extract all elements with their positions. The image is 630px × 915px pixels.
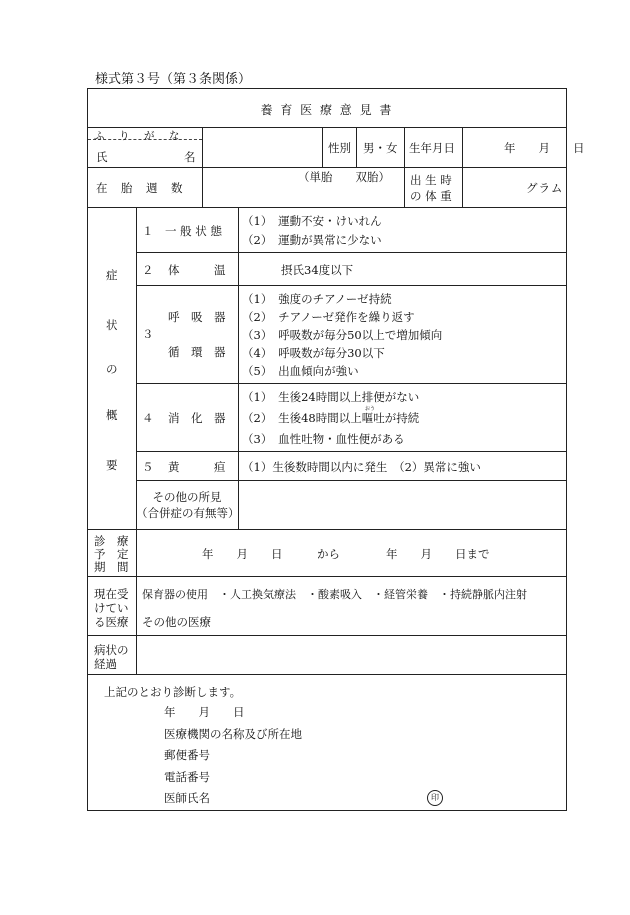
birth-type: （単胎 双胎）	[298, 170, 390, 184]
respiratory-item-4: （4） 呼吸数が毎分30以下	[242, 346, 385, 360]
current-treatment-label-2: けてい	[94, 601, 129, 615]
progress-label-1: 病状の	[94, 643, 129, 657]
doctor-label: 医師氏名	[164, 791, 210, 805]
date-line: 年 月 日	[164, 705, 245, 719]
vomit-ruby: おう	[365, 406, 376, 412]
name-label-1: 氏	[96, 150, 108, 164]
temperature-label: 体 温	[168, 263, 226, 277]
current-treatment-label-1: 現在受	[94, 587, 129, 601]
progress-label-2: 経過	[94, 657, 117, 671]
treatment-period-label-1: 診 療	[94, 534, 129, 548]
treatment-period-label-2: 予 定	[94, 547, 129, 561]
sex-options: 男・女	[363, 141, 398, 155]
current-treatment-other: その他の医療	[142, 615, 211, 629]
symptoms-label-2: の	[106, 362, 118, 376]
digestive-item-1: （1） 生後24時間以上排便がない	[242, 390, 420, 404]
phone-label: 電話番号	[164, 770, 210, 784]
seal-mark: 印	[427, 790, 443, 806]
birthdate-format: 年 月 日	[504, 141, 585, 155]
furigana-label: ふ り が な	[94, 130, 182, 142]
jaundice-num: ５	[142, 460, 154, 474]
treatment-period-label-3: 期 間	[94, 560, 129, 574]
diagnosis-statement: 上記のとおり診断します。	[104, 685, 242, 699]
temperature-num: ２	[142, 263, 154, 277]
respiratory-item-1: （1） 強度のチアノーゼ持続	[242, 292, 392, 306]
temperature-item: 摂氏34度以下	[281, 263, 354, 277]
general-item-1: （1） 運動不安・けいれん	[242, 214, 382, 228]
general-item-2: （2） 運動が異常に少ない	[242, 233, 382, 247]
symptoms-label-1: 状	[106, 318, 118, 332]
respiratory-label: 呼 吸 器	[168, 310, 226, 324]
symptoms-label-4: 要	[106, 458, 118, 472]
jaundice-items: （1）生後数時間以内に発生 （2）異常に強い	[242, 460, 481, 474]
digestive-label: 消 化 器	[168, 411, 226, 425]
symptoms-label-0: 症	[106, 268, 118, 282]
medical-opinion-form	[87, 88, 585, 811]
birth-weight-label-2: の 体 重	[410, 189, 452, 203]
digestive-item-3: （3） 血性吐物・血性便がある	[242, 432, 405, 446]
current-treatment-items: 保育器の使用 ・人工換気療法 ・酸素吸入 ・経管栄養 ・持続静脈内注射	[142, 588, 527, 601]
circulatory-label: 循 環 器	[168, 345, 226, 359]
digestive-item-2: （2） 生後48時間以上嘔吐が持続	[242, 411, 420, 425]
respiratory-item-2: （2） チアノーゼ発作を繰り返す	[242, 310, 415, 324]
form-title: 養 育 医 療 意 見 書	[260, 103, 394, 117]
respiratory-item-5: （5） 出血傾向が強い	[242, 364, 359, 378]
name-label-2: 名	[184, 150, 196, 164]
birth-weight-unit: グラム	[526, 181, 564, 195]
postal-label: 郵便番号	[164, 748, 210, 762]
institution-label: 医療機関の名称及び所在地	[164, 727, 302, 741]
general-state-label: １ 一 般 状 態	[142, 224, 222, 238]
birthdate-label: 生年月日	[409, 141, 455, 155]
symptoms-label-3: 概	[106, 408, 118, 422]
other-findings-label-1: その他の所見	[152, 490, 222, 504]
respiratory-item-3: （3） 呼吸数が毎分50以上で増加傾向	[242, 328, 443, 342]
sex-label: 性別	[328, 141, 351, 155]
treatment-period: 年 月 日 から 年 月 日まで	[202, 547, 490, 561]
current-treatment-label-3: る医療	[94, 615, 129, 629]
form-number: 様式第３号（第３条関係）	[95, 72, 252, 87]
gestation-label: 在 胎 週 数	[96, 181, 184, 195]
jaundice-label: 黄 疸	[168, 460, 226, 474]
respiratory-num: ３	[142, 327, 154, 341]
digestive-num: ４	[142, 411, 154, 425]
other-findings-label-2: （合併症の有無等）	[136, 506, 240, 520]
birth-weight-label-1: 出 生 時	[410, 173, 452, 187]
